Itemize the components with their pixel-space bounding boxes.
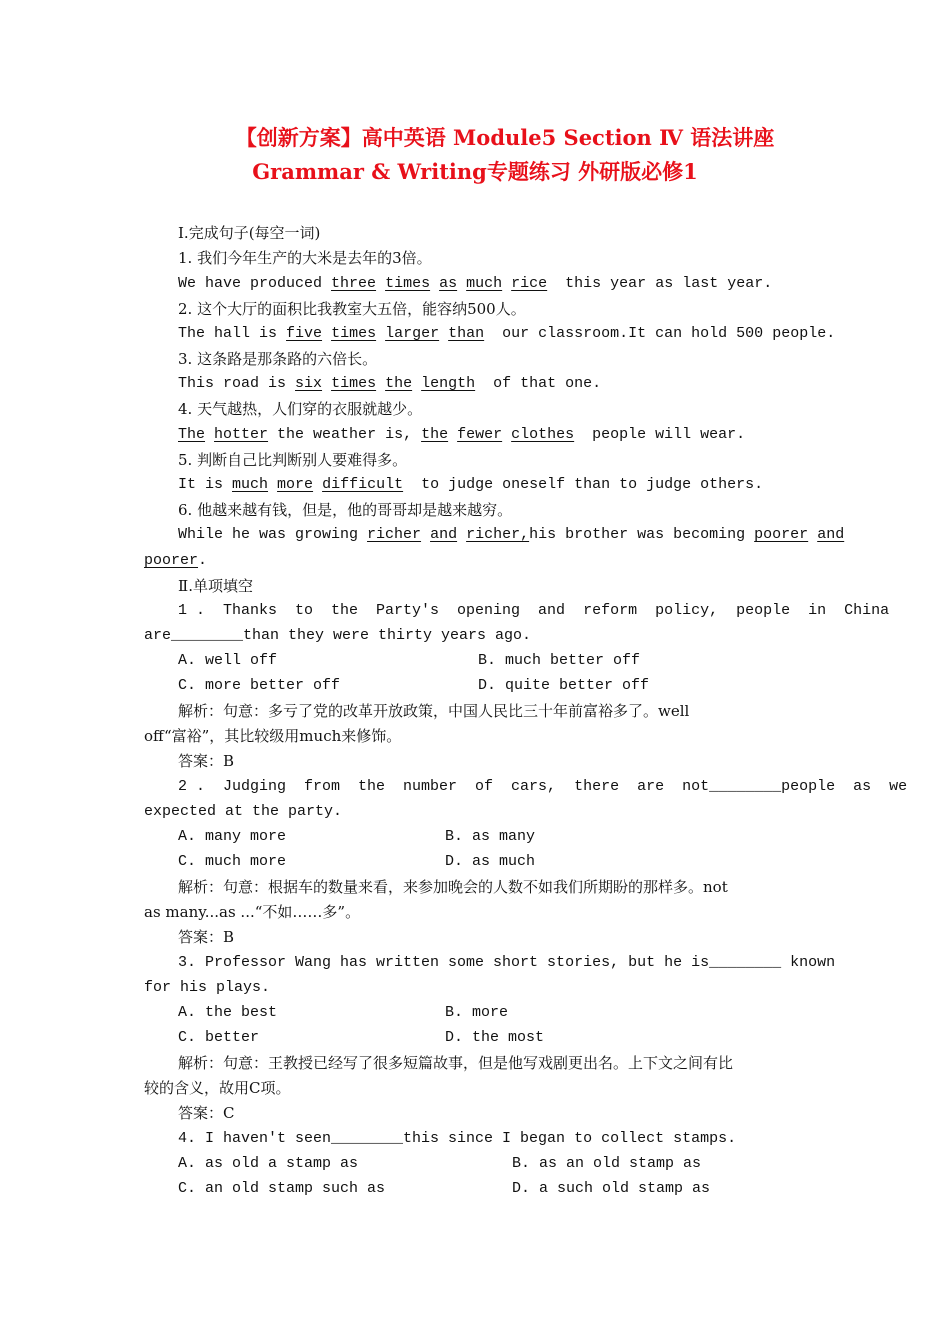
mc2-option-b: B. as many (445, 828, 536, 845)
mc3-answer: 答案：C (178, 1104, 235, 1122)
mc3-option-d: D. the most (445, 1029, 545, 1046)
q5-chinese: 5. 判断自己比判断别人要难得多。 (178, 451, 408, 469)
mc4-stem-line1: 4. I haven't seen________this since I began to collect stamps. (178, 1130, 737, 1147)
mc2-stem-line2: expected at the party. (144, 803, 343, 820)
mc2-option-d: D. as much (445, 853, 536, 870)
mc3-option-b: B. more (445, 1004, 509, 1021)
mc2-explanation-line1: 解析：句意：根据车的数量来看，来参加晚会的人数不如我们所期盼的那样多。not (178, 878, 728, 896)
mc3-stem-line2: for his plays. (144, 979, 271, 996)
mc3-explanation-line1: 解析：句意：王教授已经写了很多短篇故事，但是他写戏剧更出名。上下文之间有比 (178, 1054, 734, 1072)
q1-english: We have produced three times as much rice this year as last year. (178, 275, 773, 292)
mc1-option-b: B. much better off (478, 652, 641, 669)
mc1-stem-line1: 1 . Thanks to the Party's opening and reform policy, people in China (178, 602, 890, 619)
mc1-answer: 答案：B (178, 752, 235, 770)
q4-english: The hotter the weather is, the fewer clothes people will wear. (178, 426, 746, 443)
q6-english-cont: poorer. (144, 552, 208, 569)
mc4-option-b: B. as an old stamp as (512, 1155, 702, 1172)
mc3-explanation-line2: 较的含义，故用C项。 (144, 1079, 291, 1097)
part1-heading: Ⅰ.完成句子(每空一词) (178, 224, 321, 242)
q1-chinese: 1. 我们今年生产的大米是去年的3倍。 (178, 249, 432, 267)
mc4-option-a: A. as old a stamp as (178, 1155, 359, 1172)
document-title-line2: Grammar & Writing专题练习 外研版必修1 (252, 159, 698, 184)
mc1-explanation-line1: 解析：句意：多亏了党的改革开放政策，中国人民比三十年前富裕多了。well (178, 702, 690, 720)
part2-heading: Ⅱ.单项填空 (178, 577, 253, 595)
mc3-option-c: C. better (178, 1029, 260, 1046)
q2-english: The hall is five times larger than our classroom.It can hold 500 people. (178, 325, 836, 342)
mc1-stem-line2: are________than they were thirty years ago. (144, 627, 532, 644)
mc4-option-d: D. a such old stamp as (512, 1180, 711, 1197)
mc2-option-c: C. much more (178, 853, 287, 870)
mc1-option-a: A. well off (178, 652, 278, 669)
mc2-option-a: A. many more (178, 828, 287, 845)
q5-english: It is much more difficult to judge oneself than to judge others. (178, 476, 764, 493)
mc4-option-c: C. an old stamp such as (178, 1180, 386, 1197)
mc2-stem-line1: 2 . Judging from the number of cars, there are not________people as we (178, 778, 908, 795)
mc3-option-a: A. the best (178, 1004, 278, 1021)
q6-chinese: 6. 他越来越有钱，但是，他的哥哥却是越来越穷。 (178, 501, 513, 519)
q4-chinese: 4. 天气越热，人们穿的衣服就越少。 (178, 400, 423, 418)
mc2-answer: 答案：B (178, 928, 235, 946)
mc2-explanation-line2: as many...as ...“不如……多”。 (144, 903, 361, 921)
mc1-option-d: D. quite better off (478, 677, 650, 694)
q3-english: This road is six times the length of that one. (178, 375, 602, 392)
q3-chinese: 3. 这条路是那条路的六倍长。 (178, 350, 378, 368)
mc1-explanation-line2: off“富裕”，其比较级用much来修饰。 (144, 727, 402, 745)
mc3-stem-line1: 3. Professor Wang has written some short stories, but he is________ known (178, 954, 836, 971)
q2-chinese: 2. 这个大厅的面积比我教室大五倍，能容纳500人。 (178, 300, 526, 318)
mc1-option-c: C. more better off (178, 677, 341, 694)
document-title-line1: 【创新方案】高中英语 Module5 Section Ⅳ 语法讲座 (235, 125, 775, 150)
q6-english: While he was growing richer and richer,his brother was becoming poorer and (178, 526, 845, 543)
